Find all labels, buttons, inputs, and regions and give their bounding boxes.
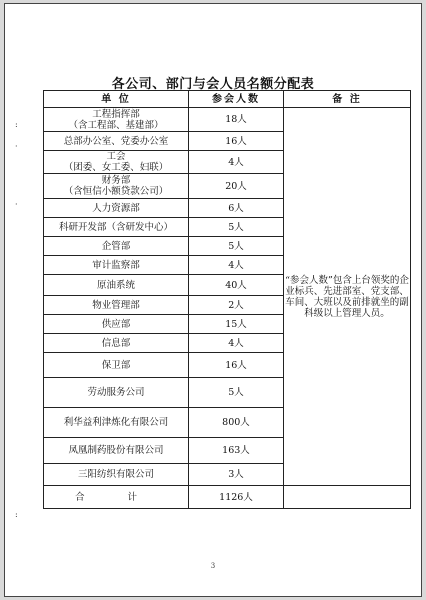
count-cell: 15人 bbox=[189, 315, 284, 334]
remark-cell: “参会人数”包含上台领奖的企业标兵、先进部室、党支部、车间、大班以及前排就坐的副科级以上管理人员。 bbox=[284, 108, 411, 486]
unit-cell: 原油系统 bbox=[44, 275, 189, 296]
table-header-row bbox=[44, 91, 411, 108]
unit-cell: 供应部 bbox=[44, 315, 189, 334]
count-cell: 4人 bbox=[189, 151, 284, 174]
count-cell: 18人 bbox=[189, 108, 284, 132]
count-cell: 16人 bbox=[189, 353, 284, 378]
unit-cell: 信息部 bbox=[44, 334, 189, 353]
count-cell: 800人 bbox=[189, 408, 284, 438]
total-remark-cell bbox=[284, 486, 411, 509]
count-cell: 5人 bbox=[189, 237, 284, 256]
unit-cell: 人力资源部 bbox=[44, 199, 189, 218]
table-body bbox=[44, 108, 411, 486]
header-count: 参会人数 bbox=[189, 91, 284, 108]
count-cell: 4人 bbox=[189, 256, 284, 275]
unit-cell: 物业管理部 bbox=[44, 296, 189, 315]
count-cell: 40人 bbox=[189, 275, 284, 296]
total-label: 合 计 bbox=[44, 486, 189, 509]
count-cell: 5人 bbox=[189, 218, 284, 237]
unit-cell: 工程指挥部 （含工程部、基建部） bbox=[44, 108, 189, 132]
margin-mark: · bbox=[15, 142, 18, 151]
document-page bbox=[4, 3, 422, 597]
unit-cell: 企管部 bbox=[44, 237, 189, 256]
margin-mark: : bbox=[15, 120, 18, 129]
margin-mark: : bbox=[15, 510, 18, 519]
count-cell: 6人 bbox=[189, 199, 284, 218]
count-cell: 4人 bbox=[189, 334, 284, 353]
header-remark: 备 注 bbox=[284, 91, 411, 108]
total-count: 1126人 bbox=[189, 486, 284, 509]
count-cell: 163人 bbox=[189, 438, 284, 464]
unit-cell: 保卫部 bbox=[44, 353, 189, 378]
unit-cell: 科研开发部（含研发中心） bbox=[44, 218, 189, 237]
table-row bbox=[44, 108, 411, 132]
page-number: 3 bbox=[210, 562, 216, 570]
unit-cell: 劳动服务公司 bbox=[44, 378, 189, 408]
allocation-table bbox=[43, 90, 411, 509]
count-cell: 5人 bbox=[189, 378, 284, 408]
unit-cell: 利华益利津炼化有限公司 bbox=[44, 408, 189, 438]
unit-cell: 凤凰制药股份有限公司 bbox=[44, 438, 189, 464]
total-row bbox=[44, 486, 411, 509]
count-cell: 3人 bbox=[189, 464, 284, 486]
count-cell: 16人 bbox=[189, 132, 284, 151]
unit-cell: 工会 （团委、女工委、妇联） bbox=[44, 151, 189, 174]
unit-cell: 三阳纺织有限公司 bbox=[44, 464, 189, 486]
header-unit: 单 位 bbox=[44, 91, 189, 108]
count-cell: 2人 bbox=[189, 296, 284, 315]
count-cell: 20人 bbox=[189, 174, 284, 199]
unit-cell: 总部办公室、党委办公室 bbox=[44, 132, 189, 151]
document-title: 各公司、部门与会人员名额分配表 bbox=[111, 77, 315, 92]
margin-mark: · bbox=[15, 200, 18, 209]
unit-cell: 审计监察部 bbox=[44, 256, 189, 275]
unit-cell: 财务部 （含恒信小额贷款公司） bbox=[44, 174, 189, 199]
